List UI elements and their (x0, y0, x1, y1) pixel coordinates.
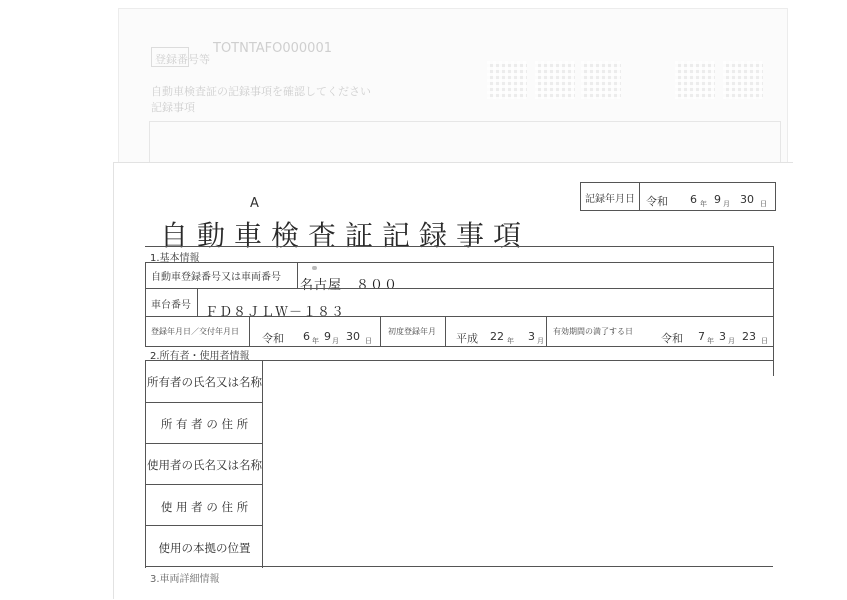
faded-notice: 自動車検査証の記録事項を確認してください (151, 85, 371, 98)
qr-code-4 (675, 61, 715, 99)
qr-code-2 (535, 61, 575, 99)
reg-date-year: 6 (303, 330, 310, 343)
base-location-label: 使用の本拠の位置 (158, 541, 251, 555)
first-reg-month: 3 (528, 330, 535, 343)
reg-number-value: 名古屋 ８００ (300, 278, 399, 293)
expiry-month: 3 (719, 330, 726, 343)
first-reg-era: 平成 (456, 332, 478, 345)
record-date-day-unit: 日 (760, 200, 767, 208)
section-owner-header: 2.所有者・使用者情報 (150, 351, 250, 362)
record-date-divider (639, 182, 640, 210)
section-2-label-divider (262, 360, 263, 568)
owner-row-line-3 (145, 484, 262, 485)
record-date-day: 30 (740, 193, 754, 206)
reg-date-month: 9 (324, 330, 331, 343)
top-letter: A (250, 196, 259, 211)
section-1-top-line (145, 246, 773, 247)
section-basic-header: 1.基本情報 (150, 253, 200, 264)
record-date-month: 9 (714, 193, 721, 206)
faded-small-label: 記録事項 (151, 101, 195, 114)
first-reg-year-unit: 年 (507, 337, 514, 345)
expiry-day: 23 (742, 330, 756, 343)
owner-row-line-4 (145, 525, 262, 526)
reg-date-day: 30 (346, 330, 360, 343)
reg-number-label: 自動車登録番号又は車両番号 (151, 272, 281, 283)
page-title: 自動車検査証記録事項 (160, 219, 531, 252)
section-2-bottom-line (145, 566, 773, 567)
chassis-row-line (145, 316, 773, 317)
reg-date-year-unit: 年 (312, 337, 319, 345)
chassis-label: 車台番号 (151, 300, 191, 311)
reg-date-month-unit: 月 (332, 337, 339, 345)
faded-number: TOTNTAFO000001 (213, 41, 332, 56)
owner-row-line-1 (145, 402, 262, 403)
section-2-right-border (773, 346, 774, 376)
expiry-era: 令和 (661, 332, 683, 345)
section-2-left-border (145, 360, 146, 568)
expiry-divider (546, 316, 547, 346)
qr-code-1 (487, 61, 527, 99)
owner-address-label: 所 有 者 の 住 所 (160, 417, 249, 431)
first-reg-month-unit: 月 (537, 337, 544, 345)
expiry-year-unit: 年 (707, 337, 714, 345)
section-next-header (150, 570, 220, 578)
first-reg-year: 22 (490, 330, 504, 343)
expiry-label: 有効期間の満了する日 (553, 327, 633, 336)
first-reg-label: 初度登録年月 (388, 327, 436, 336)
first-reg-divider-a (380, 316, 381, 346)
expiry-day-unit: 日 (761, 337, 768, 345)
first-reg-divider-b (445, 316, 446, 346)
qr-code-3 (581, 61, 621, 99)
reg-date-day-unit: 日 (365, 337, 372, 345)
section-1-left-border (145, 262, 146, 346)
user-name-label: 使用者の氏名又は名称 (147, 458, 262, 472)
section-2-header-line (145, 360, 773, 361)
chassis-divider (197, 288, 198, 316)
section-1-header-line (145, 262, 773, 263)
section-1-right-border (773, 246, 774, 346)
back-sheet (118, 8, 788, 180)
record-date-year-unit: 年 (700, 200, 707, 208)
record-date-year: 6 (690, 193, 697, 206)
reg-date-divider (249, 316, 250, 346)
qr-code-5 (723, 61, 763, 99)
reg-row-line (145, 288, 773, 289)
record-date-label: 記録年月日 (585, 194, 635, 205)
record-date-era: 令和 (646, 195, 668, 208)
reg-number-divider (297, 262, 298, 288)
user-address-label: 使 用 者 の 住 所 (160, 500, 249, 514)
owner-row-line-2 (145, 443, 262, 444)
reg-date-label: 登録年月日／交付年月日 (151, 327, 239, 336)
expiry-year: 7 (698, 330, 705, 343)
expiry-month-unit: 月 (728, 337, 735, 345)
record-date-month-unit: 月 (723, 200, 730, 208)
reg-date-era: 令和 (262, 332, 284, 345)
chassis-value: ＦＤ８ＪＬＷ－１８３ (205, 305, 346, 320)
faded-label: 登録番号等 (155, 53, 210, 66)
scan-speck (312, 266, 317, 270)
owner-name-label: 所有者の氏名又は名称 (147, 375, 262, 389)
